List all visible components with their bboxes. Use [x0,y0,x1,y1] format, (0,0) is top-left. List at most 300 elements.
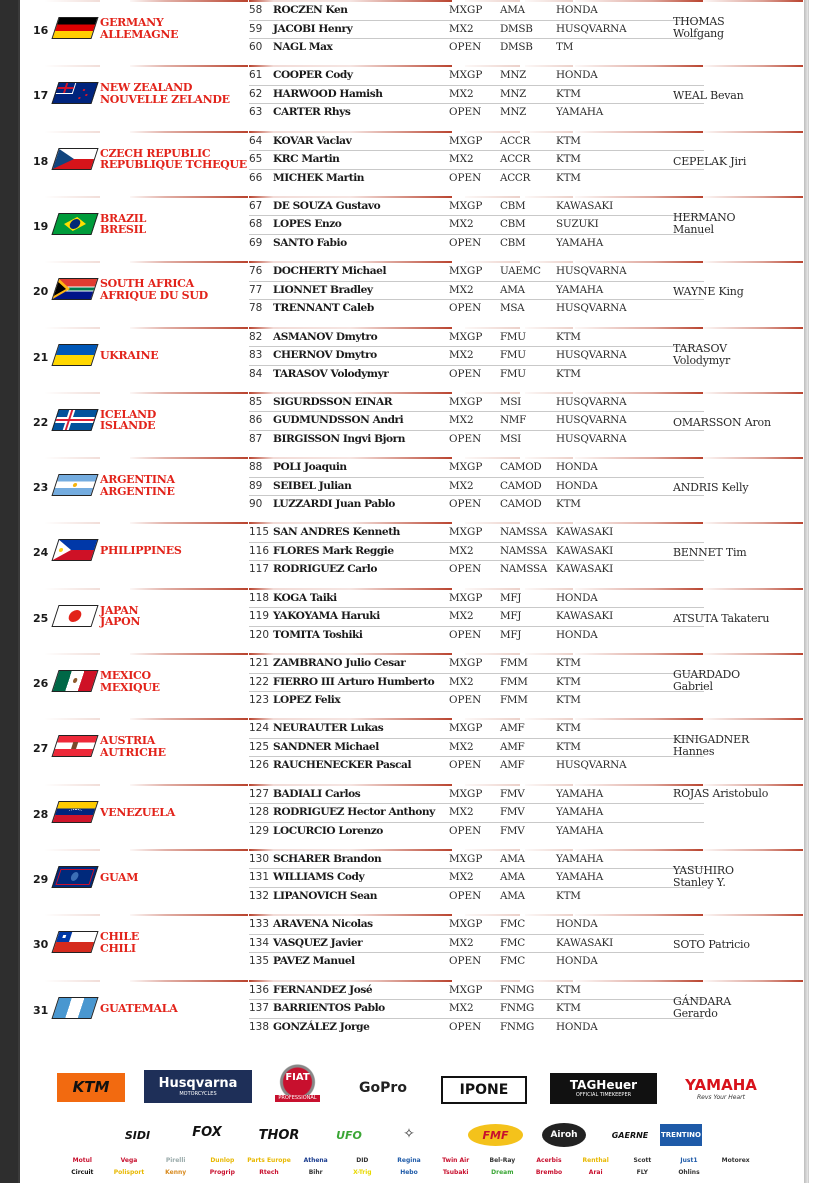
team-number: 16 [33,24,49,37]
separator-line [703,196,803,198]
rider-federation: AMF [500,759,525,772]
bihr-logo: Bihr [308,1169,323,1176]
separator-line [44,196,100,198]
country-name-en: ARGENTINA [100,473,175,487]
rider-class: OPEN [449,302,482,315]
country-name [100,409,246,432]
team-block [20,392,804,457]
rider-brand: HONDA [556,591,598,604]
rider-row [249,431,704,449]
rider-row [249,590,704,609]
rider-brand: HUSQVARNA [556,432,627,445]
team-manager [673,156,803,168]
rider-number: 130 [249,852,270,865]
rider-name: LOCURCIO Lorenzo [273,824,383,837]
rider-number: 86 [249,414,263,427]
separator-line [130,718,248,720]
rider-brand: TM [556,41,574,53]
country-name-en: GERMANY [100,16,164,29]
team-number: 22 [33,415,49,429]
team-manager [673,613,803,625]
team-manager [673,734,803,758]
rider-class: MXGP [449,461,483,474]
rider-row [249,804,704,823]
team-manager [673,788,803,800]
rider-number: 121 [249,657,270,669]
rider-number: 78 [249,302,263,315]
rider-class: MX2 [449,1002,474,1014]
manager-firstname: Wolfgang [673,27,724,40]
rider-row [249,39,704,57]
rider-name: WILLIAMS Cody [273,871,365,884]
rider-federation: MSA [500,302,525,315]
dream-logo: Dream [491,1169,514,1176]
country-name [100,545,246,557]
rider-brand: HUSQVARNA [556,759,627,772]
rider-name: LUZZARDI Juan Pablo [273,498,395,511]
rider-row [249,786,704,805]
rider-number: 120 [249,628,270,641]
team-block [20,261,804,326]
rider-class: OPEN [449,106,482,119]
japan-flag-icon [51,605,98,627]
separator-line [130,0,248,2]
rider-federation: DMSB [500,22,533,35]
rtech-logo: Rtech [259,1169,279,1176]
rider-name: HARWOOD Hamish [273,87,383,100]
rider-number: 58 [249,4,263,16]
rider-brand: YAMAHA [556,283,604,296]
rider-brand: KTM [556,498,581,511]
rider-name: SCHARER Brandon [273,852,382,865]
rider-table [249,67,704,122]
rider-number: 131 [249,871,270,884]
rider-row [249,300,704,318]
rider-number: 82 [249,330,263,343]
rider-class: OPEN [449,889,482,902]
rider-row [249,496,704,514]
rider-row [249,524,704,543]
country-name-fr: MEXIQUE [100,680,160,694]
thor-logo: THOR [258,1127,300,1143]
rider-federation: MFJ [500,628,522,641]
rider-federation: FMU [500,367,526,380]
team-block [20,327,804,392]
rider-row [249,104,704,122]
rider-federation: CAMOD [500,479,542,492]
rider-name: BARRIENTOS Pablo [273,1002,385,1014]
fmf-logo: FMF [468,1124,523,1146]
rider-brand: KTM [556,134,581,147]
mexico-flag-icon [51,670,98,692]
rider-number: 127 [249,787,270,800]
team-number: 23 [33,481,49,495]
country-name-fr: ISLANDE [100,419,156,433]
rider-row [249,982,704,1001]
rider-number: 69 [249,236,263,249]
country-name [100,872,246,884]
rider-class: OPEN [449,628,482,641]
scott-logo: Scott [633,1157,652,1164]
manager-surname: SOTO Patricio [673,938,750,952]
team-manager [673,996,803,1020]
rider-name: SAN ANDRES Kenneth [273,526,400,539]
rider-class: MX2 [449,479,474,492]
separator-line [703,327,803,329]
rider-row [249,1019,704,1037]
rider-federation: MSI [500,395,521,408]
rider-brand: HONDA [556,918,598,931]
team-block [20,914,804,979]
rider-name: KOGA Taiki [273,591,337,604]
rider-name: TRENNANT Caleb [273,302,374,315]
rider-brand: YAMAHA [556,871,604,884]
rider-class: MX2 [449,87,474,100]
did-logo: DID [356,1157,369,1164]
country-name-en: SOUTH AFRICA [100,277,194,291]
rider-number: 89 [249,479,263,492]
rider-class: OPEN [449,759,482,772]
rider-name: LIONNET Bradley [273,283,373,296]
rider-row [249,869,704,888]
rider-federation: FMM [500,657,528,669]
team-number: 24 [33,546,49,560]
country-name-en: GUAM [100,870,139,884]
acerbis-logo: Acerbis [536,1157,562,1164]
rider-table [249,2,704,57]
separator-line [703,261,803,263]
rider-brand: KTM [556,722,581,735]
manager-surname: GUARDADO [673,668,740,681]
separator-line [703,849,803,851]
separator-line [130,65,248,67]
rider-number: 76 [249,265,263,278]
rider-federation: FMV [500,824,525,837]
rider-brand: HUSQVARNA [556,414,627,427]
team-block [20,849,804,914]
rider-number: 67 [249,199,263,212]
rider-row [249,916,704,935]
rider-federation: AMA [500,283,525,296]
rider-number: 63 [249,106,263,119]
rider-row [249,21,704,40]
rider-number: 66 [249,171,263,184]
rider-class: MX2 [449,675,474,688]
rider-brand: HUSQVARNA [556,302,627,315]
rider-federation: FMV [500,787,525,800]
country-name [100,735,246,758]
rider-brand: YAMAHA [556,806,604,819]
new-zealand-flag-icon [51,82,98,104]
logo-text: Husqvarna [158,1075,238,1091]
rider-brand: SUZUKI [556,218,599,231]
rider-name: TOMITA Toshiki [273,628,363,641]
motul-logo: Motul [72,1157,92,1164]
rider-row [249,720,704,739]
rider-row [249,851,704,870]
viewer-background-left [0,0,18,1183]
rider-federation: FMU [500,349,526,361]
sponsor-logos [20,1060,804,1183]
country-name-en: PHILIPPINES [100,544,182,558]
country-name-fr: AFRIQUE DU SUD [100,288,208,302]
country-name [100,350,246,362]
rider-number: 138 [249,1020,270,1033]
manager-firstname: Volodymyr [673,353,731,367]
rider-name: FLORES Mark Reggie [273,544,394,557]
rider-number: 61 [249,69,263,82]
rider-federation: CBM [500,218,526,231]
x-trig-logo: X-Trig [353,1169,372,1176]
separator-line [703,0,803,2]
separator-line [130,653,248,655]
team-manager [673,16,803,40]
rider-federation: ACCR [500,153,531,166]
rider-class: MX2 [449,283,474,296]
rider-number: 136 [249,983,270,996]
rider-federation: FNMG [500,1020,535,1033]
rider-class: MX2 [449,806,474,819]
rider-federation: AMA [500,871,525,884]
rider-federation: FMU [500,330,526,343]
logo-subtext: MOTORCYCLES [179,1090,217,1097]
separator-line [703,914,803,916]
rider-class: MXGP [449,69,483,82]
fiat-professional-logo [270,1062,325,1112]
rider-class: OPEN [449,367,482,380]
team-block [20,131,804,196]
rider-name: CHERNOV Dmytro [273,349,377,361]
team-manager [673,547,803,559]
rider-brand: HONDA [556,955,598,968]
rider-class: MXGP [449,199,483,212]
team-manager [673,212,803,236]
separator-line [44,457,100,459]
rider-number: 129 [249,824,270,837]
rider-row [249,198,704,217]
country-name-fr: JAPON [100,615,141,629]
rider-row [249,459,704,478]
venezuela-flag-icon [51,801,98,823]
rider-row [249,935,704,954]
rider-federation: MFJ [500,591,522,604]
country-name [100,931,246,954]
team-number: 26 [33,677,49,690]
rider-table [249,982,704,1037]
rider-name: LIPANOVICH Sean [273,889,378,902]
rider-brand: YAMAHA [556,852,604,865]
rider-class: MXGP [449,918,483,931]
logo-subtext: Revs Your Heart [697,1093,745,1101]
gopro-logo [342,1074,424,1102]
rider-name: ROCZEN Ken [273,4,348,16]
rider-row [249,86,704,105]
rider-row [249,263,704,282]
parts-europe-logo: Parts Europe [247,1157,291,1164]
rider-federation: MFJ [500,610,522,623]
team-number: 19 [33,219,49,233]
separator-line [44,980,100,982]
rider-number: 83 [249,349,263,361]
rider-class: MXGP [449,722,483,735]
team-block [20,457,804,522]
rider-table [249,851,704,906]
country-name-en: AUSTRIA [100,734,155,748]
rider-row [249,412,704,431]
ohlins-logo: Ohlins [678,1169,700,1176]
manager-firstname: Manuel [673,222,714,236]
manager-surname: ATSUTA Takateru [673,611,770,625]
team-block [20,522,804,587]
rider-brand: HONDA [556,4,598,16]
tag-heuer-logo [550,1073,657,1104]
country-name-en: UKRAINE [100,348,159,362]
rider-federation: CBM [500,199,526,212]
team-number: 28 [33,807,49,821]
rider-name: ZAMBRANO Julio Cesar [273,657,406,669]
rider-row [249,674,704,693]
rider-brand: KTM [556,87,581,100]
germany-flag-icon [51,17,98,39]
rider-row [249,627,704,645]
rider-federation: AMA [500,4,525,16]
rider-federation: DMSB [500,41,533,53]
rider-class: MX2 [449,153,474,166]
rider-federation: FMC [500,936,525,949]
rider-name: GONZÁLEZ Jorge [273,1020,370,1033]
rider-row [249,1000,704,1019]
country-name-en: CZECH REPUBLIC [100,146,211,160]
rider-class: MXGP [449,4,483,16]
rider-brand: KTM [556,367,581,380]
viewer-scrollbar[interactable] [808,0,827,1183]
team-number: 21 [33,350,49,364]
separator-line [130,784,248,786]
rider-federation: ACCR [500,171,531,184]
separator-line [44,522,100,524]
rider-federation: NAMSSA [500,563,547,576]
rider-name: TARASOV Volodymyr [273,367,389,380]
manager-surname: CEPELAK Jiri [673,154,747,168]
yamaha-logo [673,1072,769,1106]
rider-federation: FNMG [500,1002,535,1014]
separator-line [44,914,100,916]
rider-name: NEURAUTER Lukas [273,722,384,735]
rider-brand: KTM [556,889,581,902]
document-page [20,0,804,1183]
rider-name: MICHEK Martin [273,171,365,184]
team-number: 27 [33,742,49,756]
arai-logo: Arai [588,1169,603,1176]
separator-line [44,718,100,720]
rider-row [249,282,704,301]
czech-republic-flag-icon [51,148,98,170]
rider-row [249,823,704,841]
husqvarna-logo [144,1070,252,1103]
rider-name: SEIBEL Julian [273,479,352,492]
team-block [20,718,804,783]
rider-name: RODRIGUEZ Carlo [273,563,377,576]
rider-class: MX2 [449,218,474,231]
rider-brand: KTM [556,171,581,184]
south-africa-flag-icon [51,278,98,300]
team-block [20,980,804,1045]
logo-text: IPONE [459,1082,509,1098]
separator-line [703,653,803,655]
team-number: 31 [33,1003,49,1017]
rider-number: 122 [249,675,270,688]
separator-line [44,261,100,263]
rider-federation: MNZ [500,106,527,119]
rider-class: MX2 [449,414,474,427]
rider-brand: YAMAHA [556,787,604,800]
rider-federation: AMF [500,722,525,735]
country-name-en: ICELAND [100,407,157,421]
rider-federation: NAMSSA [500,544,547,557]
rider-row [249,543,704,562]
logo-text: FIAT [285,1071,310,1083]
airoh-logo: Airoh [542,1123,586,1147]
separator-line [703,131,803,133]
ktm-logo [57,1073,125,1102]
rider-name: BADIALI Carlos [273,787,361,800]
rider-federation: UAEMC [500,265,541,278]
rider-number: 126 [249,759,270,772]
rider-class: MXGP [449,330,483,343]
team-number: 25 [33,611,49,625]
country-name-en: GUATEMALA [100,1001,178,1015]
rider-class: MX2 [449,610,474,623]
rider-number: 132 [249,889,270,902]
separator-line [130,131,248,133]
team-block [20,65,804,130]
country-name [100,82,246,105]
polisport-logo: Polisport [113,1169,145,1176]
tsubaki-logo: Tsubaki [442,1169,469,1176]
country-name-en: JAPAN [100,603,139,617]
rider-table [249,524,704,579]
rider-class: MXGP [449,657,483,669]
rider-brand: KTM [556,330,581,343]
rider-number: 65 [249,153,263,166]
rider-name: LOPEZ Felix [273,694,341,706]
separator-line [44,327,100,329]
rider-brand: KTM [556,983,581,996]
rider-brand: KAWASAKI [556,544,613,557]
separator-line [44,131,100,133]
rider-name: FERNANDEZ José [273,983,373,996]
rider-brand: HUSQVARNA [556,265,627,278]
rider-table [249,329,704,384]
rider-row [249,170,704,188]
rider-brand: KAWASAKI [556,610,613,623]
rider-number: 115 [249,526,270,539]
rider-class: OPEN [449,236,482,249]
rider-number: 84 [249,367,263,380]
rider-federation: FMC [500,955,525,968]
guam-flag-icon [51,866,98,888]
bel-ray-logo: Bel-Ray [489,1157,516,1164]
rider-federation: MNZ [500,87,527,100]
rider-name: VASQUEZ Javier [273,936,363,949]
rider-row [249,394,704,413]
rider-federation: CBM [500,236,526,249]
country-name-en: CHILE [100,930,139,944]
guatemala-flag-icon [51,997,98,1019]
manager-surname: TARASOV [673,341,727,355]
philippines-flag-icon [51,539,98,561]
rider-class: MX2 [449,740,474,753]
